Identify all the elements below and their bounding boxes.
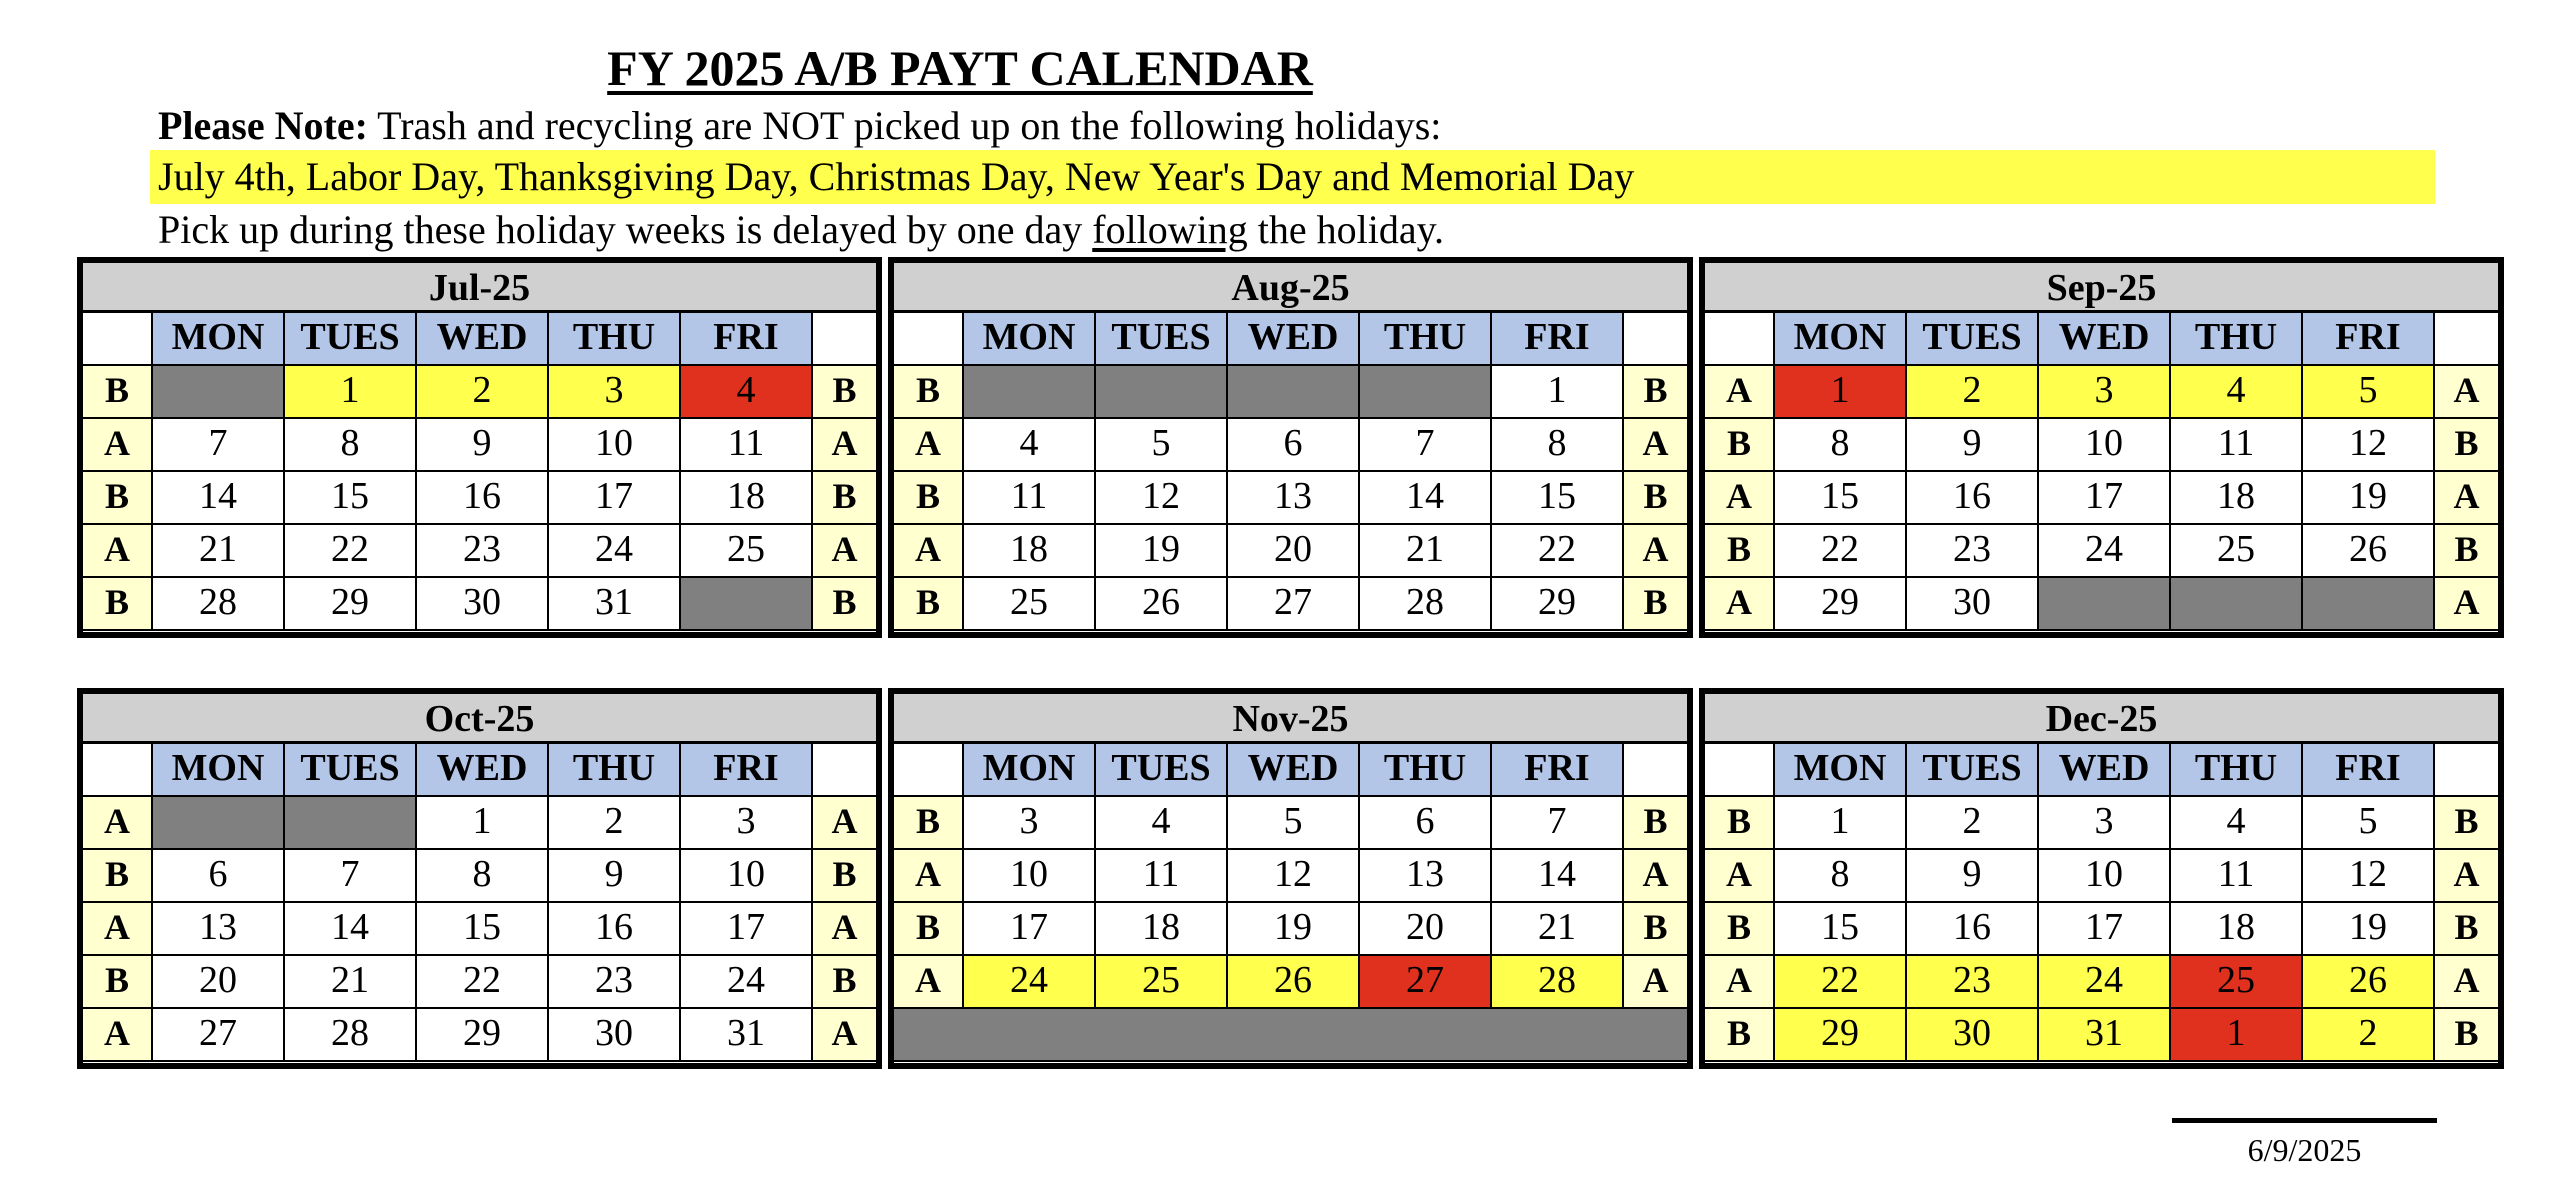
day-header: WED [2039,744,2171,797]
holiday-list: July 4th, Labor Day, Thanksgiving Day, Christmas Day, New Year's Day and Memorial Day [150,150,2435,204]
date-cell: 21 [285,956,417,1009]
day-header: TUES [1096,313,1228,366]
day-header: MON [964,313,1096,366]
week-letter: A [83,797,153,850]
date-cell: 25 [2171,525,2303,578]
week-letter: A [1705,366,1775,419]
header-spacer [83,313,153,366]
title-text: FY 2025 A/B PAYT CALENDAR [607,40,1313,96]
week-letter: B [813,472,878,525]
date-cell: 29 [1775,578,1907,631]
header-spacer [1624,744,1689,797]
month-nov-25 [888,688,1693,1069]
week-letter: B [1705,797,1775,850]
day-header: THU [2171,744,2303,797]
date-cell: 1 [285,366,417,419]
date-cell: 16 [1907,903,2039,956]
date-cell: 8 [1775,419,1907,472]
day-header: MON [964,744,1096,797]
date-cell: 23 [1907,525,2039,578]
date-cell: 10 [2039,850,2171,903]
day-header: THU [549,744,681,797]
date-cell: 9 [549,850,681,903]
header-spacer [83,744,153,797]
date-cell: 8 [285,419,417,472]
date-cell: 3 [2039,797,2171,850]
date-cell: 11 [1096,850,1228,903]
date-cell: 10 [681,850,813,903]
week-letter: A [813,525,878,578]
no-pickup-cell [153,366,285,419]
day-header: WED [1228,744,1360,797]
day-header: TUES [1907,744,2039,797]
week-letter: B [813,366,878,419]
note-label: Please Note: [158,103,368,148]
date-cell: 7 [153,419,285,472]
no-pickup-cell [2303,578,2435,631]
day-header: WED [1228,313,1360,366]
date-cell: 21 [1360,525,1492,578]
week-letter: B [813,956,878,1009]
date-cell: 2 [1907,366,2039,419]
date-cell: 30 [549,1009,681,1062]
month-title: Oct-25 [83,694,876,744]
month-title: Jul-25 [83,263,876,313]
date-cell: 1 [1775,797,1907,850]
date-cell: 6 [153,850,285,903]
date-cell: 3 [2039,366,2171,419]
week-letter: B [1624,578,1689,631]
date-cell: 26 [2303,956,2435,1009]
date-rule [2172,1118,2437,1123]
week-letter: A [2435,366,2500,419]
week-letter: B [1705,1009,1775,1062]
date-cell: 6 [1360,797,1492,850]
date-cell: 16 [549,903,681,956]
date-cell: 29 [417,1009,549,1062]
month-title: Sep-25 [1705,263,2498,313]
day-header: THU [1360,313,1492,366]
week-letter: B [1624,366,1689,419]
date-cell: 4 [964,419,1096,472]
date-cell: 8 [417,850,549,903]
date-cell: 11 [2171,419,2303,472]
week-letter: A [894,956,964,1009]
day-header: FRI [2303,313,2435,366]
date-cell: 22 [1775,956,1907,1009]
week-letter: B [83,366,153,419]
date-cell: 2 [2303,1009,2435,1062]
week-letter: B [83,472,153,525]
date-cell: 17 [681,903,813,956]
header-spacer [894,744,964,797]
date-cell: 25 [681,525,813,578]
week-letter: A [1624,525,1689,578]
date-cell: 28 [285,1009,417,1062]
week-letter: B [1705,525,1775,578]
date-cell: 28 [1360,578,1492,631]
week-letter: B [2435,419,2500,472]
date-cell: 15 [1492,472,1624,525]
date-cell: 12 [1096,472,1228,525]
date-cell: 22 [285,525,417,578]
delay-note [158,204,1444,256]
week-letter: B [813,850,878,903]
delay-after: the holiday. [1247,207,1445,252]
week-letter: A [2435,472,2500,525]
no-pickup-cell [681,578,813,631]
day-header: FRI [681,744,813,797]
date-cell: 12 [1228,850,1360,903]
date-cell: 4 [1096,797,1228,850]
date-cell: 7 [1492,797,1624,850]
date-cell: 11 [681,419,813,472]
week-letter: A [2435,956,2500,1009]
date-cell: 26 [2303,525,2435,578]
date-cell: 23 [1907,956,2039,1009]
day-header: FRI [681,313,813,366]
date-cell: 30 [1907,578,2039,631]
date-cell: 5 [1096,419,1228,472]
date-cell: 27 [1228,578,1360,631]
date-cell: 31 [681,1009,813,1062]
week-letter: A [1705,956,1775,1009]
month-title: Nov-25 [894,694,1687,744]
date-cell: 9 [417,419,549,472]
date-cell: 29 [1775,1009,1907,1062]
date-cell: 5 [1228,797,1360,850]
header-spacer [2435,744,2500,797]
week-letter: B [83,850,153,903]
date-cell: 24 [681,956,813,1009]
week-letter: A [2435,578,2500,631]
date-cell: 1 [1492,366,1624,419]
header-spacer [1624,313,1689,366]
header-spacer [2435,313,2500,366]
month-oct-25 [77,688,882,1069]
date-cell: 13 [153,903,285,956]
date-cell: 20 [1228,525,1360,578]
week-letter: A [1624,956,1689,1009]
week-letter: A [894,525,964,578]
date-cell: 28 [1492,956,1624,1009]
date-cell: 5 [2303,366,2435,419]
date-cell: 22 [417,956,549,1009]
day-header: WED [417,313,549,366]
week-letter: B [813,578,878,631]
week-letter: B [1624,472,1689,525]
note-text: Trash and recycling are NOT picked up on the following holidays: [367,103,1442,148]
day-header: MON [1775,313,1907,366]
no-pickup-cell [964,366,1096,419]
date-cell: 5 [2303,797,2435,850]
no-pickup-cell [153,797,285,850]
day-header: MON [153,744,285,797]
day-header: TUES [1907,313,2039,366]
date-cell: 21 [153,525,285,578]
holiday-date-cell: 25 [2171,956,2303,1009]
week-letter: A [83,419,153,472]
date-cell: 31 [549,578,681,631]
date-cell: 18 [681,472,813,525]
date-cell: 23 [549,956,681,1009]
week-letter: B [894,578,964,631]
date-cell: 18 [964,525,1096,578]
no-pickup-cell [2039,578,2171,631]
date-cell: 19 [1096,525,1228,578]
date-cell: 2 [549,797,681,850]
week-letter: B [83,578,153,631]
day-header: FRI [2303,744,2435,797]
date-cell: 1 [417,797,549,850]
date-cell: 30 [417,578,549,631]
holiday-date-cell: 1 [1775,366,1907,419]
week-letter: A [1705,472,1775,525]
delay-underlined: following [1092,207,1248,252]
week-letter: A [1705,578,1775,631]
week-letter: B [1624,903,1689,956]
page-title [0,40,1920,96]
date-cell: 23 [417,525,549,578]
week-letter: A [894,850,964,903]
week-letter: B [1624,797,1689,850]
no-pickup-cell [1096,366,1228,419]
week-letter: A [1624,419,1689,472]
delay-before: Pick up during these holiday weeks is delayed by one day [158,207,1093,252]
date-cell: 17 [549,472,681,525]
no-pickup-row [894,1009,1689,1062]
date-cell: 20 [153,956,285,1009]
week-letter: B [894,366,964,419]
date-cell: 29 [1492,578,1624,631]
week-letter: A [2435,850,2500,903]
date-cell: 7 [285,850,417,903]
week-letter: A [894,419,964,472]
date-cell: 9 [1907,419,2039,472]
day-header: THU [549,313,681,366]
day-header: MON [1775,744,1907,797]
date-cell: 27 [153,1009,285,1062]
date-cell: 18 [1096,903,1228,956]
week-letter: B [1705,903,1775,956]
month-dec-25 [1699,688,2504,1069]
week-letter: B [2435,1009,2500,1062]
date-cell: 25 [1096,956,1228,1009]
date-cell: 24 [549,525,681,578]
week-letter: A [83,525,153,578]
date-cell: 24 [2039,525,2171,578]
day-header: MON [153,313,285,366]
date-cell: 3 [549,366,681,419]
date-cell: 14 [1492,850,1624,903]
revision-date: 6/9/2025 [2247,1132,2362,1168]
week-letter: A [83,903,153,956]
week-letter: A [83,1009,153,1062]
date-cell: 4 [2171,366,2303,419]
week-letter: A [813,797,878,850]
date-cell: 15 [1775,903,1907,956]
week-letter: A [813,419,878,472]
day-header: THU [2171,313,2303,366]
date-cell: 11 [964,472,1096,525]
date-cell: 10 [2039,419,2171,472]
date-cell: 26 [1228,956,1360,1009]
date-cell: 13 [1228,472,1360,525]
week-letter: B [83,956,153,1009]
holiday-date-cell: 1 [2171,1009,2303,1062]
day-header: TUES [285,744,417,797]
date-cell: 10 [964,850,1096,903]
note-line [158,101,1441,151]
week-letter: A [813,903,878,956]
header-spacer [1705,744,1775,797]
month-aug-25 [888,257,1693,638]
header-spacer [894,313,964,366]
date-cell: 16 [1907,472,2039,525]
date-cell: 3 [964,797,1096,850]
date-cell: 29 [285,578,417,631]
day-header: WED [2039,313,2171,366]
date-cell: 19 [2303,903,2435,956]
date-cell: 7 [1360,419,1492,472]
date-cell: 12 [2303,419,2435,472]
date-cell: 10 [549,419,681,472]
date-cell: 8 [1775,850,1907,903]
week-letter: B [2435,797,2500,850]
date-cell: 22 [1775,525,1907,578]
date-cell: 26 [1096,578,1228,631]
date-cell: 16 [417,472,549,525]
week-letter: B [894,797,964,850]
no-pickup-cell [1228,366,1360,419]
week-letter: B [2435,525,2500,578]
date-cell: 20 [1360,903,1492,956]
day-header: THU [1360,744,1492,797]
date-cell: 15 [1775,472,1907,525]
no-pickup-cell [2171,578,2303,631]
date-cell: 6 [1228,419,1360,472]
date-cell: 12 [2303,850,2435,903]
header-spacer [1705,313,1775,366]
week-letter: B [894,903,964,956]
date-cell: 24 [2039,956,2171,1009]
day-header: FRI [1492,313,1624,366]
week-letter: B [894,472,964,525]
date-cell: 30 [1907,1009,2039,1062]
week-letter: A [1624,850,1689,903]
date-cell: 14 [1360,472,1492,525]
date-cell: 21 [1492,903,1624,956]
date-cell: 15 [417,903,549,956]
month-sep-25 [1699,257,2504,638]
header-spacer [813,313,878,366]
no-pickup-cell [285,797,417,850]
holiday-date-cell: 27 [1360,956,1492,1009]
week-letter: A [813,1009,878,1062]
holiday-date-cell: 4 [681,366,813,419]
date-cell: 11 [2171,850,2303,903]
date-cell: 17 [964,903,1096,956]
week-letter: A [1705,850,1775,903]
date-cell: 19 [1228,903,1360,956]
date-cell: 2 [417,366,549,419]
header-spacer [813,744,878,797]
month-title: Dec-25 [1705,694,2498,744]
date-cell: 17 [2039,903,2171,956]
date-cell: 17 [2039,472,2171,525]
day-header: FRI [1492,744,1624,797]
date-cell: 3 [681,797,813,850]
day-header: WED [417,744,549,797]
date-cell: 24 [964,956,1096,1009]
date-cell: 22 [1492,525,1624,578]
day-header: TUES [285,313,417,366]
day-header: TUES [1096,744,1228,797]
date-cell: 4 [2171,797,2303,850]
no-pickup-cell [1360,366,1492,419]
date-cell: 31 [2039,1009,2171,1062]
week-letter: B [1705,419,1775,472]
date-cell: 14 [153,472,285,525]
month-jul-25 [77,257,882,638]
week-letter: B [2435,903,2500,956]
date-cell: 8 [1492,419,1624,472]
date-cell: 28 [153,578,285,631]
date-cell: 18 [2171,903,2303,956]
date-cell: 19 [2303,472,2435,525]
date-cell: 18 [2171,472,2303,525]
date-cell: 14 [285,903,417,956]
date-cell: 2 [1907,797,2039,850]
date-cell: 13 [1360,850,1492,903]
month-title: Aug-25 [894,263,1687,313]
date-cell: 15 [285,472,417,525]
date-cell: 25 [964,578,1096,631]
date-cell: 9 [1907,850,2039,903]
